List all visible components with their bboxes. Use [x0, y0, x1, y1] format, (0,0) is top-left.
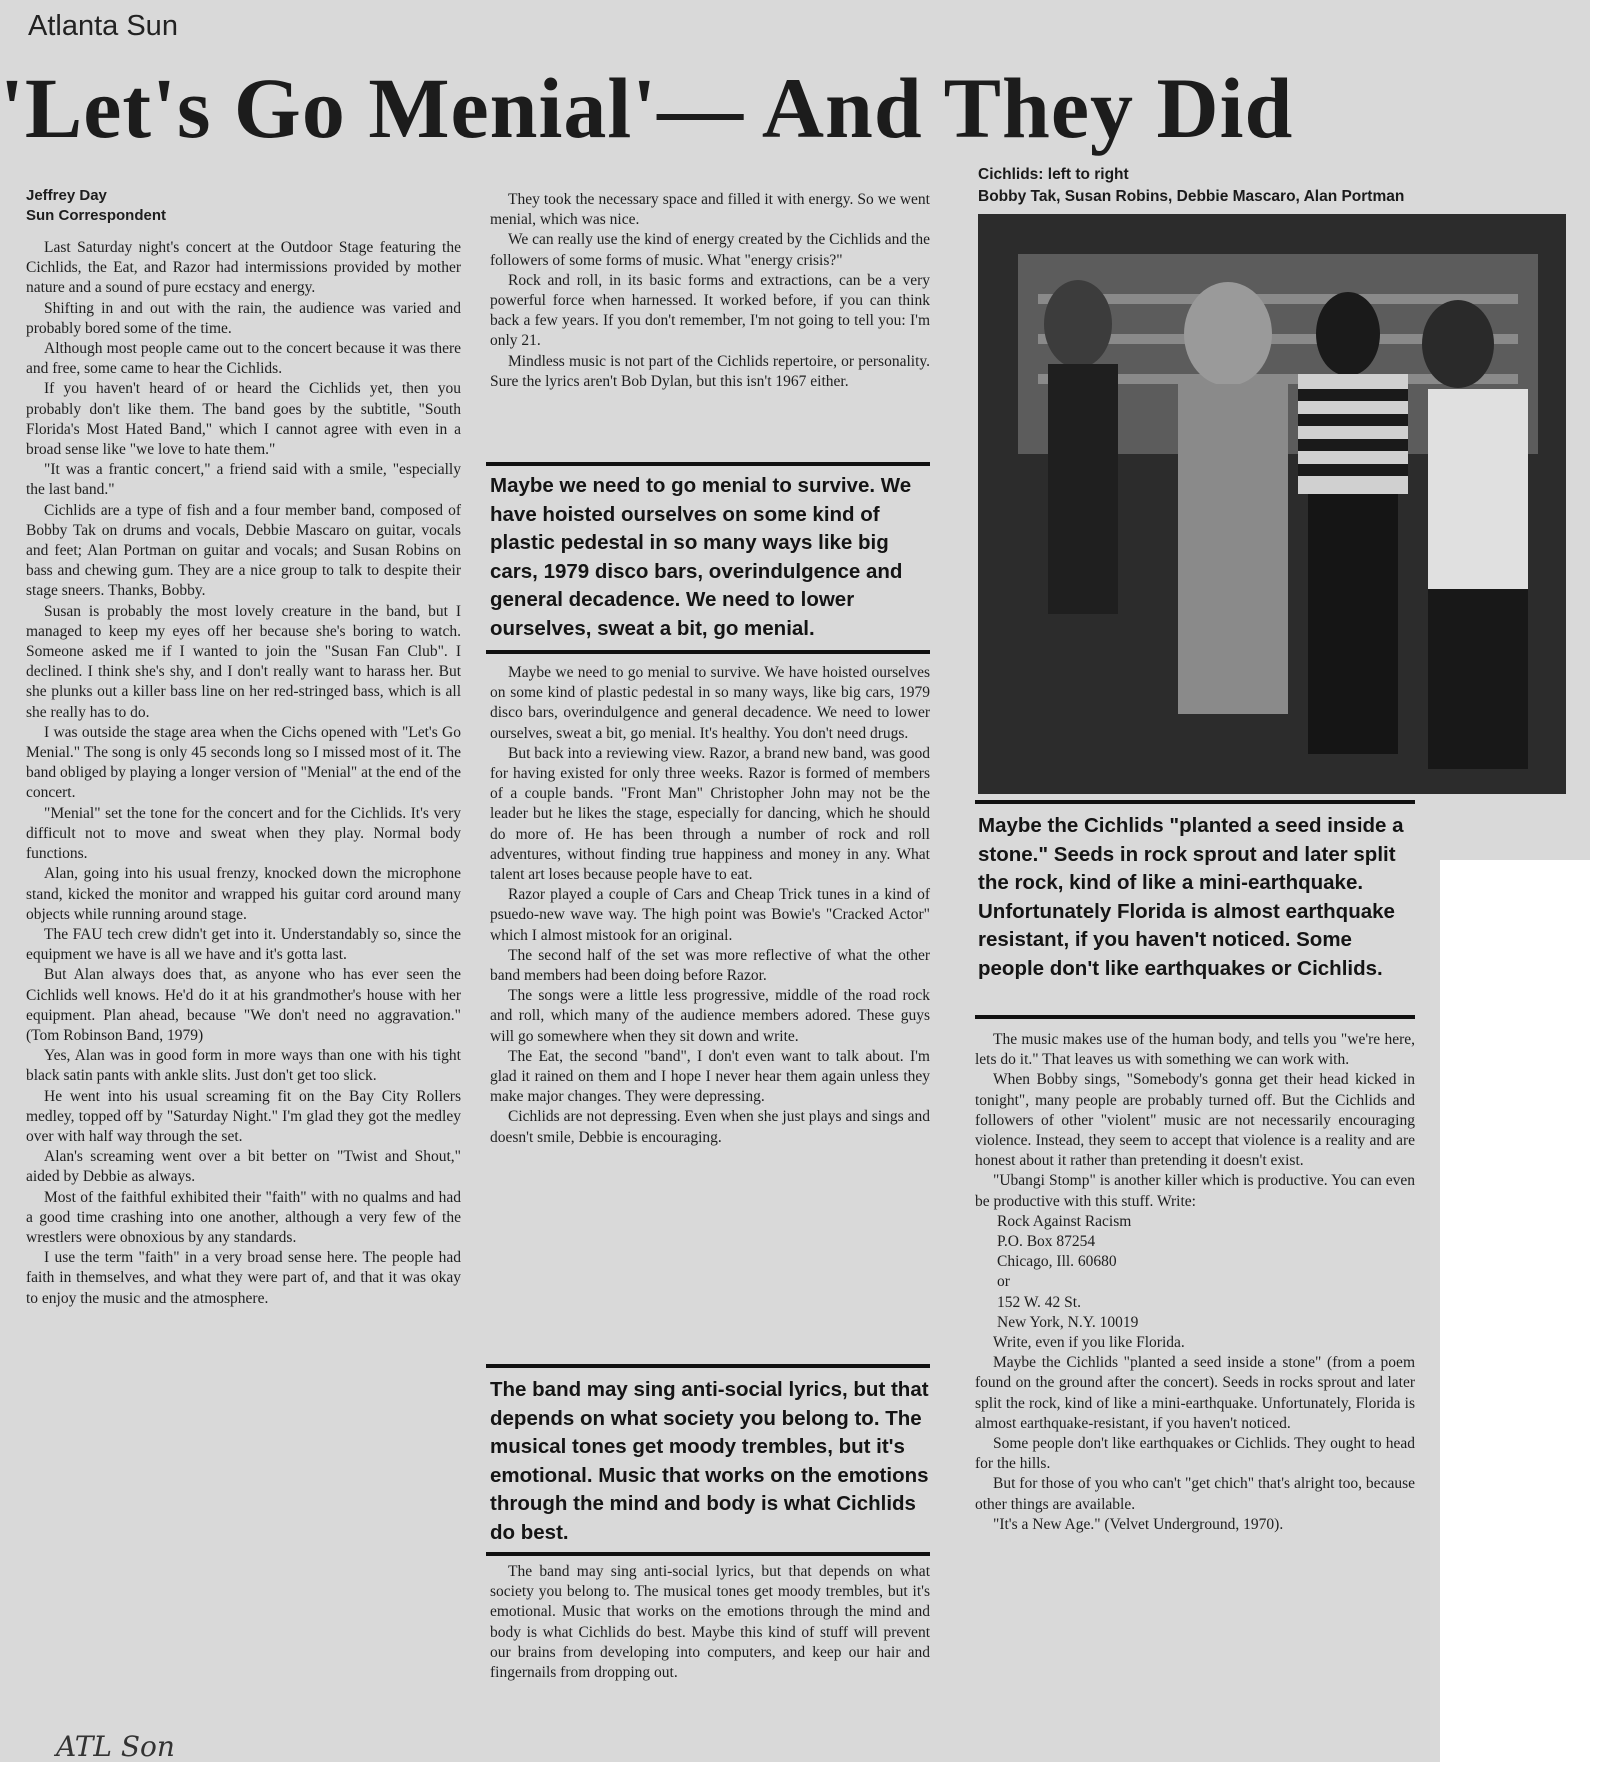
paragraph: If you haven't heard of or heard the Cichlids yet, then you probably don't like them. The band goes by the subtitle, "South Florida's Most Hated Band," which I cannot agree with even in a broad sense like "we love to hate them.": [26, 380, 461, 459]
paragraph: Although most people came out to the concert because it was there and free, some came to hear the Cichlids.: [26, 340, 461, 378]
handwritten-note: ATL Son: [56, 1730, 175, 1763]
paragraph: Most of the faithful exhibited their "faith" with no qualms and had a good time crashing into one another, although a very few of the wrestlers were obnoxious by any standards.: [26, 1188, 461, 1246]
paragraph: Alan, going into his usual frenzy, knocked down the microphone stand, kicked the monitor and wrapped his guitar cord around many objects while running around stage.: [26, 865, 461, 923]
address-line: New York, N.Y. 10019: [997, 1313, 1139, 1331]
paragraph: Cichlids are a type of fish and a four member band, composed of Bobby Tak on drums and vocals, Debbie Mascaro on guitar, vocals and feet; Alan Portman on guitar and vocals; and Susan Robins on bass and chewing gum. They are a nice group to talk to despite their stage sneers. Thanks, Bobby.: [26, 501, 461, 600]
paragraph: Rock and roll, in its basic forms and extractions, can be a very powerful force when harnessed. It worked before, if you can think back a few years. If you don't remember, I'm not going to tell you: I'm only 21.: [490, 271, 930, 350]
paragraph: I use the term "faith" in a very broad sense here. The people had faith in themselves, and what they were part of, and that it was okay to enjoy the music and the atmosphere.: [26, 1249, 461, 1307]
rule: [486, 462, 930, 466]
paragraph: Razor played a couple of Cars and Cheap Trick tunes in a kind of psuedo-new wave way. The high point was Bowie's "Cracked Actor" which I almost mistook for an original.: [490, 886, 930, 944]
rule: [975, 1015, 1415, 1019]
paragraph: The FAU tech crew didn't get into it. Understandably so, since the equipment we have is all we have and it's gotta last.: [26, 925, 461, 964]
paragraph: Shifting in and out with the rain, the audience was varied and probably bored some of the time.: [26, 299, 461, 337]
source-label: Atlanta Sun: [28, 10, 178, 42]
paragraph: "Menial" set the tone for the concert and for the Cichlids. It's very difficult not to move and sweat when they play. Normal body functions.: [26, 804, 461, 863]
column-2: [490, 190, 930, 392]
address-line: Chicago, Ill. 60680: [997, 1253, 1117, 1271]
paragraph: They took the necessary space and filled it with energy. So we went menial, which was nice.: [490, 191, 930, 229]
paragraph: Susan is probably the most lovely creature in the band, but I managed to keep my eyes off her because she's boring to watch. Someone asked me if I wanted to join the "Susan Fan Club". I declined. I think she's shy, and I don't really want to harass her. But she plunks out a killer bass line on her red-stringed bass, which is all she really has to do.: [26, 602, 461, 721]
rule: [486, 650, 930, 654]
paragraph: Maybe we need to go menial to survive. We have hoisted ourselves on some kind of plastic pedestal in so many ways, like big cars, 1979 disco bars, overindulgence and general decadence. We need to lower ourselves, sweat a bit, go menial. It's healthy. You don't need drugs.: [490, 664, 930, 742]
caption-names: Bobby Tak, Susan Robins, Debbie Mascaro, Alan Portman: [978, 188, 1405, 205]
column-1-body: [26, 238, 461, 1309]
paragraph: But for those of you who can't "get chich" that's alright too, because other things are available.: [975, 1475, 1415, 1513]
paragraph: I was outside the stage area when the Cichs opened with "Let's Go Menial." The song is only 45 seconds long so I missed most of it. The band obliged by playing a longer version of "Menial" at the end of the concert.: [26, 723, 461, 802]
address-line: P.O. Box 87254: [997, 1233, 1096, 1251]
byline: [26, 186, 461, 226]
band-photo-illustration: [978, 214, 1566, 794]
paragraph: Write, even if you like Florida.: [993, 1334, 1185, 1352]
paragraph: He went into his usual screaming fit on the Bay City Rollers medley, topped off by "Saturday Night." I'm glad they got the medley over with half way through the set.: [26, 1087, 461, 1145]
paragraph: Yes, Alan was in good form in more ways than one with his tight black satin pants with ankle slits. Just don't get too slick.: [26, 1047, 461, 1085]
pull-quote-3: Maybe the Cichlids "planted a seed inside a stone." Seeds in rock sprout and later split the rock, kind of like a mini-earthquake. Unfortunately Florida is almost earthquake resistant, if you haven't noticed. Some people don't like earthquakes or Cichlids.: [978, 814, 1404, 980]
address-line: 152 W. 42 St.: [997, 1293, 1081, 1311]
paragraph: "It's a New Age." (Velvet Underground, 1970).: [993, 1515, 1284, 1533]
column-2-top: [490, 190, 930, 392]
paragraph: The songs were a little less progressive, middle of the road rock and roll, which many of the audience members adored. These guys will go somewhere when they sit down and write.: [490, 987, 930, 1045]
address-block: [975, 1212, 1415, 1333]
paragraph: The Eat, the second "band", I don't even want to talk about. I'm glad it rained on them and I hope I never hear them again unless they make major changes. They were depressing.: [490, 1047, 930, 1106]
byline-role: Sun Correspondent: [26, 207, 167, 224]
address-line: Rock Against Racism: [997, 1212, 1132, 1230]
rule: [486, 1552, 930, 1556]
address-line: or: [997, 1273, 1010, 1291]
paragraph: "It was a frantic concert," a friend said with a smile, "especially the last band.": [26, 461, 461, 499]
paragraph: We can really use the kind of energy created by the Cichlids and the followers of some forms of music. What "energy crisis?": [490, 231, 930, 269]
rule: [975, 800, 1415, 804]
paragraph: Last Saturday night's concert at the Outdoor Stage featuring the Cichlids, the Eat, and Razor had intermissions provided by mother nature and a sound of pure ecstacy and energy.: [26, 239, 461, 297]
paragraph: "Ubangi Stomp" is another killer which is productive. You can even be productive with this stuff. Write:: [975, 1172, 1415, 1210]
photo-caption: [978, 164, 1538, 208]
paragraph: Cichlids are not depressing. Even when she just plays and sings and doesn't smile, Debbie is encouraging.: [490, 1108, 930, 1146]
pull-quote-1: Maybe we need to go menial to survive. We have hoisted ourselves on some kind of plastic pedestal in so many ways like big cars, 1979 disco bars, overindulgence and general decadence. We need to lower ourselves, sweat a bit, go menial.: [490, 474, 912, 640]
band-photo: [978, 214, 1566, 794]
column-2-mid: [490, 663, 930, 1148]
paragraph: Some people don't like earthquakes or Cichlids. They ought to head for the hills.: [975, 1435, 1415, 1473]
byline-name: Jeffrey Day: [26, 187, 107, 204]
paragraph: The music makes use of the human body, and tells you "we're here, lets do it." That leaves us with something we can work with.: [975, 1031, 1415, 1069]
paragraph: The band may sing anti-social lyrics, but that depends on what society you belong to. The musical tones get moody trembles, but it's emotional. Music that works on the emotions through the mind and body is what Cichlids do best. Maybe this kind of stuff will prevent our brains from developing into computers, and keep our hair and fingernails from dropping out.: [490, 1563, 930, 1682]
column-3: [975, 1030, 1415, 1535]
caption-title: Cichlids: left to right: [978, 166, 1129, 183]
clipping-edge: [1440, 860, 1607, 1782]
pull-quote-2: The band may sing anti-social lyrics, but that depends on what society you belong to. The musical tones get moody trembles, but it's emotional. Music that works on the emotions through the mind and body is what Cichlids do best.: [490, 1378, 929, 1544]
paragraph: When Bobby sings, "Somebody's gonna get their head kicked in tonight", many people are probably turned off. But the Cichlids and followers of other "violent" music are not necessarily encouraging violence. Instead, they seem to accept that violence is a reality and are honest about it rather than pretending it doesn't exist.: [975, 1071, 1415, 1170]
paragraph: But back into a reviewing view. Razor, a brand new band, was good for having existed for only three weeks. Razor is formed of members of a couple bands. "Front Man" Christopher John may not be the leader but he likes the stage, especially for dancing, which he should do more of. He has been through a number of rock and roll adventures, without finding true happiness and money in any. What talent art loses because people have to eat.: [490, 744, 930, 884]
paragraph: Alan's screaming went over a bit better on "Twist and Shout," aided by Debbie as always.: [26, 1148, 461, 1186]
column-2-bottom: [490, 1562, 930, 1683]
paragraph: The second half of the set was more reflective of what the other band members had been doing before Razor.: [490, 946, 930, 985]
headline: 'Let's Go Menial'— And They Did: [0, 60, 1294, 156]
rule: [486, 1364, 930, 1368]
column-1: [26, 186, 461, 1309]
paragraph: Maybe the Cichlids "planted a seed inside a stone" (from a poem found on the ground after the concert). Seeds in rocks sprout and later split the rock, kind of like a mini-earthquake. Unfortunately, Florida is almost earthquake-resistant, if you haven't noticed.: [975, 1354, 1415, 1432]
paragraph: Mindless music is not part of the Cichlids repertoire, or personality. Sure the lyrics aren't Bob Dylan, but this isn't 1967 either.: [490, 352, 930, 390]
paragraph: But Alan always does that, as anyone who has ever seen the Cichlids well knows. He'd do it at his grandmother's house with her equipment. Plan ahead, because "We don't need no aggravation." (Tom Robinson Band, 1979): [26, 966, 461, 1044]
